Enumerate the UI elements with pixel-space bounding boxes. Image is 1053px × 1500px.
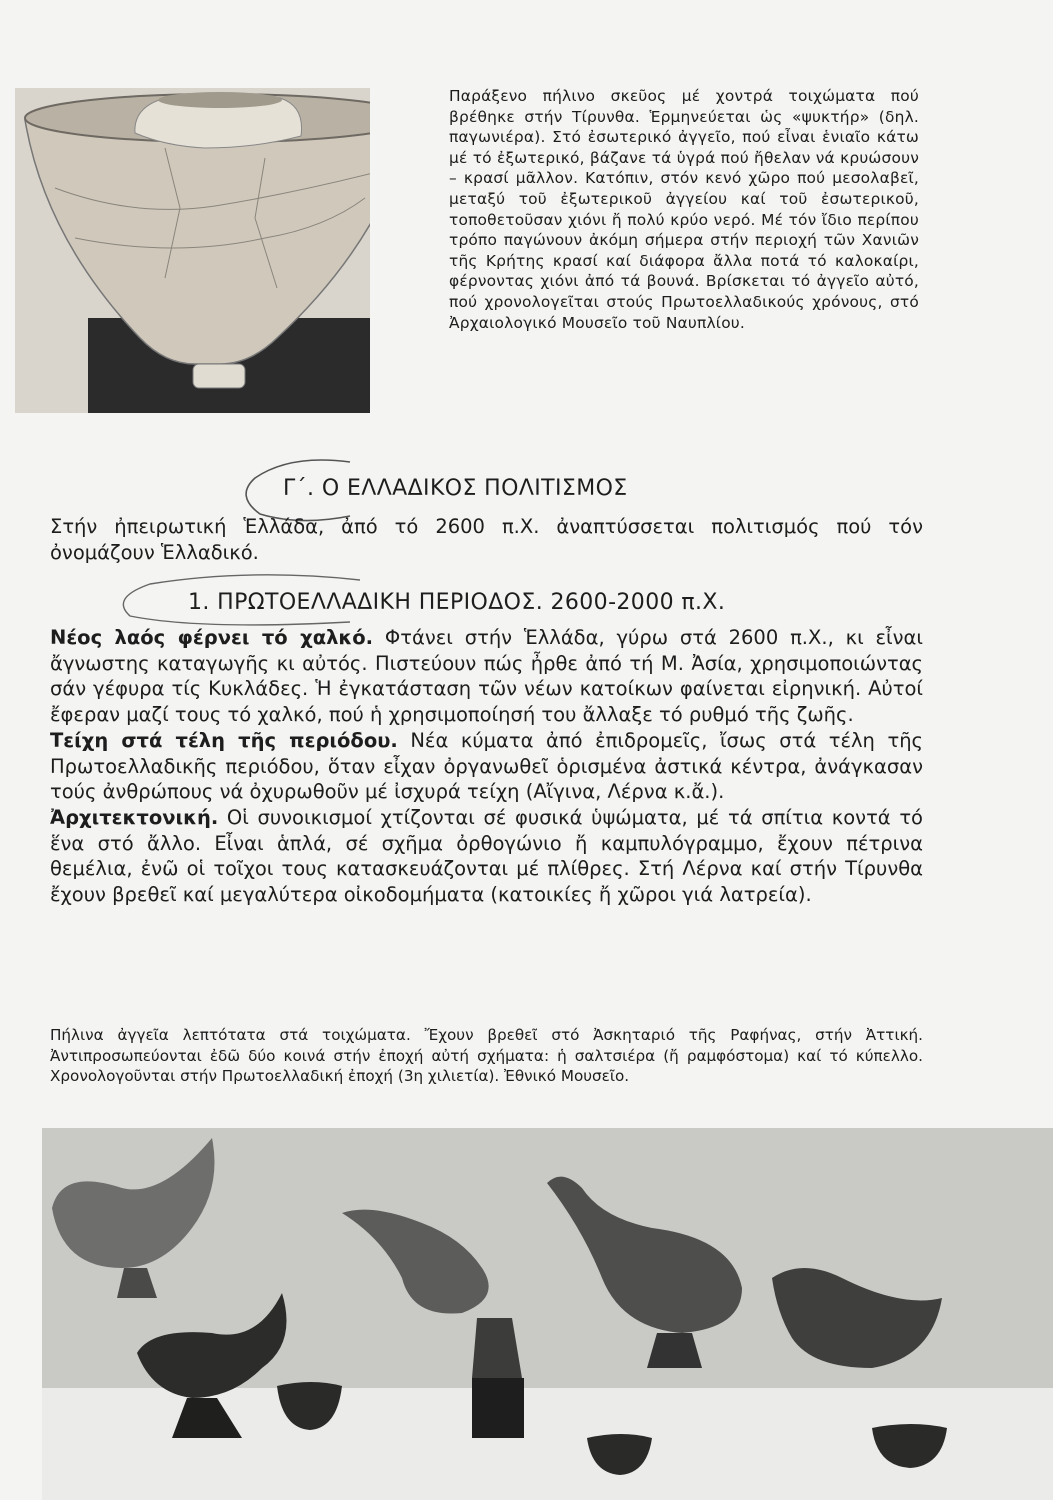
paragraph-lead: Νέος λαός φέρνει τό χαλκό. (50, 626, 374, 649)
section-intro: Στήν ἠπειρωτική Ἑλλάδα, ἀπό τό 2600 π.Χ. ἀναπτύσσεται πολιτισμός πού τόν ὀνομάζουν Ἑλλαδικό. (50, 515, 923, 564)
paragraph-text: Νέα κύματα ἀπό ἐπιδρομεῖς, ἴσως στά τέλη τῆς Πρωτοελλαδικῆς περιόδου, ὅταν εἶχαν ὀργανωθεῖ ὁρισμένα ἀστικά κέντρα, ἀνάγκασαν τούς ἀνθρώπους νά ὀχυρωθοῦν μέ ἰσχυρά τείχη (Αἴγινα, Λέρνα κ.ἄ.). (50, 728, 923, 804)
paragraph-text: Οἱ συνοικισμοί χτίζονται σέ φυσικά ὑψώματα, μέ τά σπίτια κοντά τό ἕνα στό ἄλλο. Εἶναι ἁπλά, σέ σχῆμα ὀρθογώνιο ἤ καμπυλόγραμμο, ἔχουν πέτρινα θεμέλια, ἐνῶ οἱ τοῖχοι τους κατασκευάζονται μέ πλίθρες. Στή Λέρνα καί στήν Τίρυνθα ἔχουν βρεθεῖ καί μεγαλύτερα οἰκοδομήματα (κατοικίες ἤ χῶροι γιά λατρεία). (50, 805, 923, 907)
psykter-caption: Παράξενο πήλινο σκεῦος μέ χοντρά τοιχώματα πού βρέθηκε στήν Τίρυνθα. Ἑρμηνεύεται ὡς «ψυκτήρ» (δηλ. παγωνιέρα). Στό ἐσωτερικό ἀγγεῖο, πού εἶναι ἑνιαῖο κάτω μέ τό ἐξωτερικό, βάζανε τά ὑγρά πού ἤθελαν νά κρυώσουν – κρασί μᾶλλον. Κατόπιν, στόν κενό χῶρο πού μεσολαβεῖ, μεταξύ τοῦ ἐξωτερικοῦ ἀγγείου καί τοῦ ἐσωτερικοῦ, τοποθετοῦσαν χιόνι ἤ πολύ κρύο νερό. Μέ τόν ἴδιο περίπου τρόπο παγώνουν ἀκόμη σήμερα στήν περιοχή τῶν Χανιῶν τῆς Κρήτης κρασί καί διάφορα ἄλλα ποτά τό καλοκαίρι, φέρνοντας χιόνι ἀπό τά βουνά. Βρίσκεται τό ἀγγεῖο αὐτό, πού χρονολογεῖται στούς Πρωτοελλαδικούς χρόνους, στό Ἀρχαιολογικό Μουσεῖο τοῦ Ναυπλίου. (449, 87, 919, 332)
pottery-photo (42, 1128, 1053, 1500)
paragraph-lead: Τείχη στά τέλη τῆς περιόδου. (50, 728, 398, 752)
paragraph-lead: Ἀρχιτεκτονική. (50, 805, 219, 829)
paragraph-walls (50, 728, 923, 805)
pottery-photo-icon (42, 1128, 1053, 1500)
pottery-caption: Πήλινα ἀγγεῖα λεπτότατα στά τοιχώματα. Ἔχουν βρεθεῖ στό Ἀσκηταριό τῆς Ραφήνας, στήν Ἀττική. Ἀντιπροσωπεύονται ἐδῶ δύο κοινά στήν ἐποχή αὐτή σχήματα: ἡ σαλτσιέρα (ἤ ραμφόστομα) καί τό κύπελλο. Χρονολογοῦνται στήν Πρωτοελλαδική ἐποχή (3η χιλιετία). Ἐθνικό Μουσεῖο. (50, 1026, 923, 1086)
section-heading: Γ΄. Ο ΕΛΛΑΔΙΚΟΣ ΠΟΛΙΤΙΣΜΟΣ (283, 476, 628, 501)
vase-photo-icon (15, 88, 370, 413)
paragraph-text: Φτάνει στήν Ἑλλάδα, γύρω στά 2600 π.Χ., κι εἶναι ἄγνωστης καταγωγῆς κι αὐτός. Πιστεύουν πώς ἦρθε ἀπό τή Μ. Ἀσία, χρησιμοποιώντας σάν γέφυρα τίς Κυκλάδες. Ἡ ἐγκατάσταση τῶν νέων κατοίκων φαίνεται εἰρηνική. Αὐτοί ἔφεραν μαζί τους τό χαλκό, πού ἡ χρησιμοποίησή του ἄλλαξε τό ρυθμό τῆς ζωῆς. (50, 626, 923, 727)
paragraph-copper (50, 625, 923, 728)
subsection-body (50, 625, 923, 908)
subsection-heading: 1. ΠΡΩΤΟΕΛΛΑΔΙΚΗ ΠΕΡΙΟΔΟΣ. 2600-2000 π.Χ. (188, 590, 726, 615)
paragraph-architecture (50, 805, 923, 908)
psykter-photo (15, 88, 370, 413)
